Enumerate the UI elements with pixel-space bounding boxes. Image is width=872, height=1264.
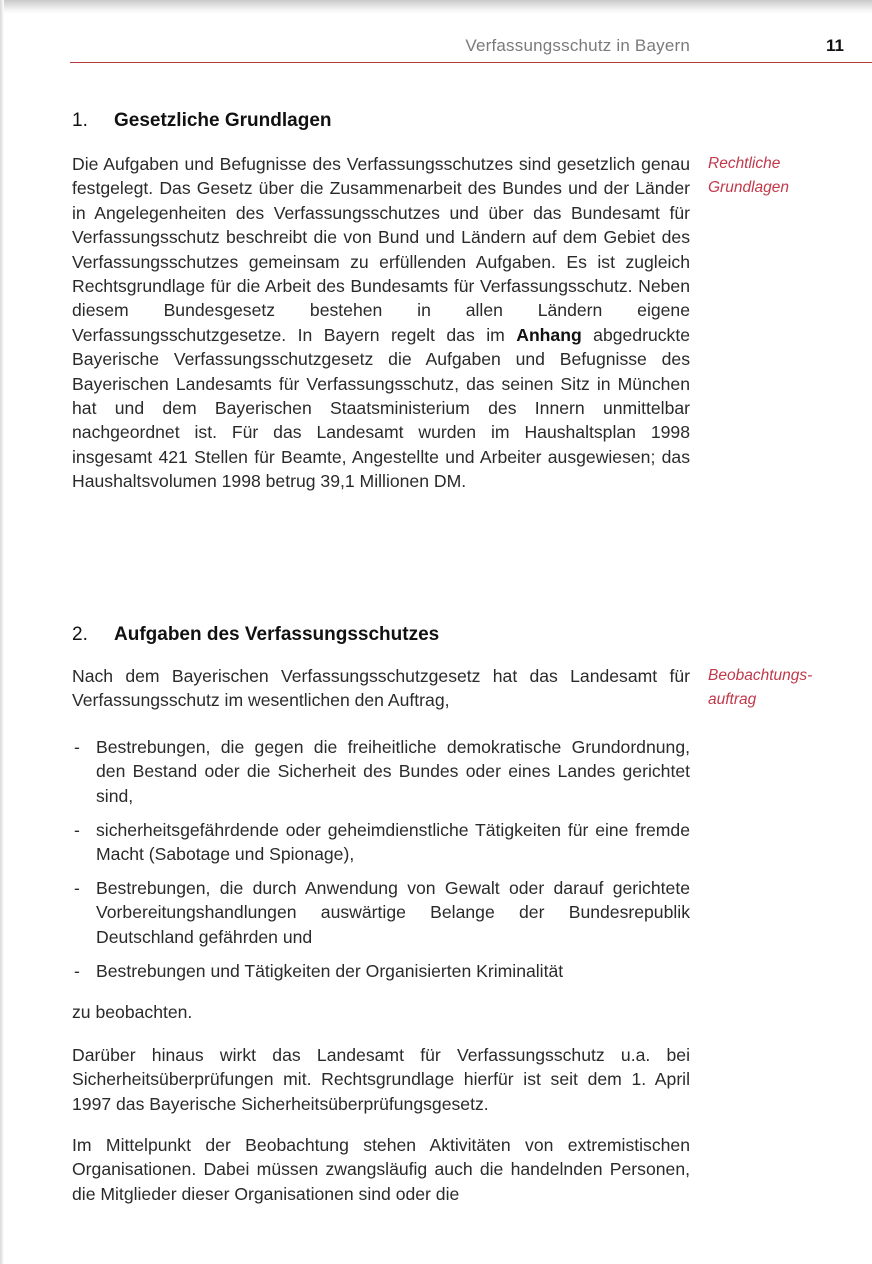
margin-note-line: Rechtliche — [708, 155, 781, 172]
section-1-bold-anhang: Anhang — [516, 324, 582, 345]
section-1-number: 1. — [72, 110, 88, 131]
list-item-text: Bestrebungen, die gegen die freiheitliche demokratische Grundordnung, den Bestand oder die Sicherheit des Bundes oder eines Landes gerichtet sind, — [96, 737, 690, 806]
list-item — [72, 959, 690, 983]
section-2-closing: zu beobachten. — [72, 1002, 193, 1022]
section-2-title: Aufgaben des Verfassungsschutzes — [114, 624, 440, 645]
section-2-paragraph-3: Im Mittelpunkt der Beobachtung stehen Aktivitäten von extremistischen Organisationen. Dabei müssen zwangsläufig auch die handelnden Personen, die Mitglieder dieser Organisationen sind oder die — [72, 1135, 690, 1204]
section-2-number: 2. — [72, 624, 88, 645]
running-header-title: Verfassungsschutz in Bayern — [465, 36, 690, 55]
section-1-text-b: abgedruckte Bayerische Verfassungsschutzgesetz die Aufgaben und Befugnisse des Bayerischen Landesamts für Verfassungsschutz, das seinen Sitz in München hat und dem Bayerischen Staatsministerium des Innern unmittelbar nachgeordnet ist. Für das Landesamt wurden im Haushaltsplan 1998 insgesamt 421 Stellen für Beamte, Angestellte und Arbeiter ausgewiesen; das Haushaltsvolumen 1998 betrug 39,1 Millionen DM. — [72, 324, 690, 492]
margin-note-beobachtungsauftrag — [708, 664, 868, 712]
section-1-paragraph — [72, 152, 690, 494]
bullet-dash: - — [74, 820, 80, 840]
list-item-text: Bestrebungen, die durch Anwendung von Gewalt oder darauf gerichtete Vorbereitungshandlungen auswärtige Belange der Bundesrepublik Deutschland gefährden und — [96, 878, 690, 947]
section-2-intro: Nach dem Bayerischen Verfassungsschutzgesetz hat das Landesamt für Verfassungsschutz im wesentlichen den Auftrag, — [72, 666, 690, 711]
margin-note-rechtliche-grundlagen — [708, 152, 868, 200]
section-2-paragraph-2: Darüber hinaus wirkt das Landesamt für Verfassungsschutz u.a. bei Sicherheitsüberprüfungen mit. Rechtsgrundlage hierfür ist seit dem 1. April 1997 das Bayerische Sicherheitsüberprüfungsgesetz. — [72, 1045, 690, 1114]
page-left-edge — [0, 0, 4, 1264]
list-item — [72, 876, 690, 949]
margin-note-line: Grundlagen — [708, 179, 790, 196]
list-item — [72, 735, 690, 808]
margin-note-line: auftrag — [708, 691, 757, 708]
list-item-text: sicherheitsgefährdende oder geheimdienstliche Tätigkeiten für eine fremde Macht (Sabotage und Spionage), — [96, 820, 690, 865]
section-1-text-a: Die Aufgaben und Befugnisse des Verfassungsschutzes sind gesetzlich genau festgelegt. Das Gesetz über die Zusammenarbeit des Bundes und der Länder in Angelegenheiten des Verfassungsschutzes und über das Bundesamt für Verfassungsschutz beschreibt die von Bund und Ländern auf dem Gebiet des Verfassungsschutzes gemeinsam zu erfüllenden Aufgaben. Es ist zugleich Rechtsgrundlage für die Arbeit des Bundesamts für Verfassungsschutz. Neben diesem Bundesgesetz bestehen in allen Ländern eigene Verfassungsschutzgesetze. In Bayern regelt das im — [72, 154, 690, 345]
page-top-shadow — [0, 0, 872, 14]
section-1-title: Gesetzliche Grundlagen — [114, 110, 332, 131]
bullet-dash: - — [74, 737, 80, 757]
bullet-dash: - — [74, 878, 80, 898]
margin-note-line: Beobachtungs- — [708, 667, 813, 684]
page-number: 11 — [826, 36, 844, 55]
header-rule — [70, 62, 872, 63]
list-item-text: Bestrebungen und Tätigkeiten der Organisierten Kriminalität — [96, 961, 564, 981]
bullet-dash: - — [74, 961, 80, 981]
list-item — [72, 818, 690, 867]
section-1-heading — [72, 110, 332, 132]
section-2-heading — [72, 624, 439, 646]
